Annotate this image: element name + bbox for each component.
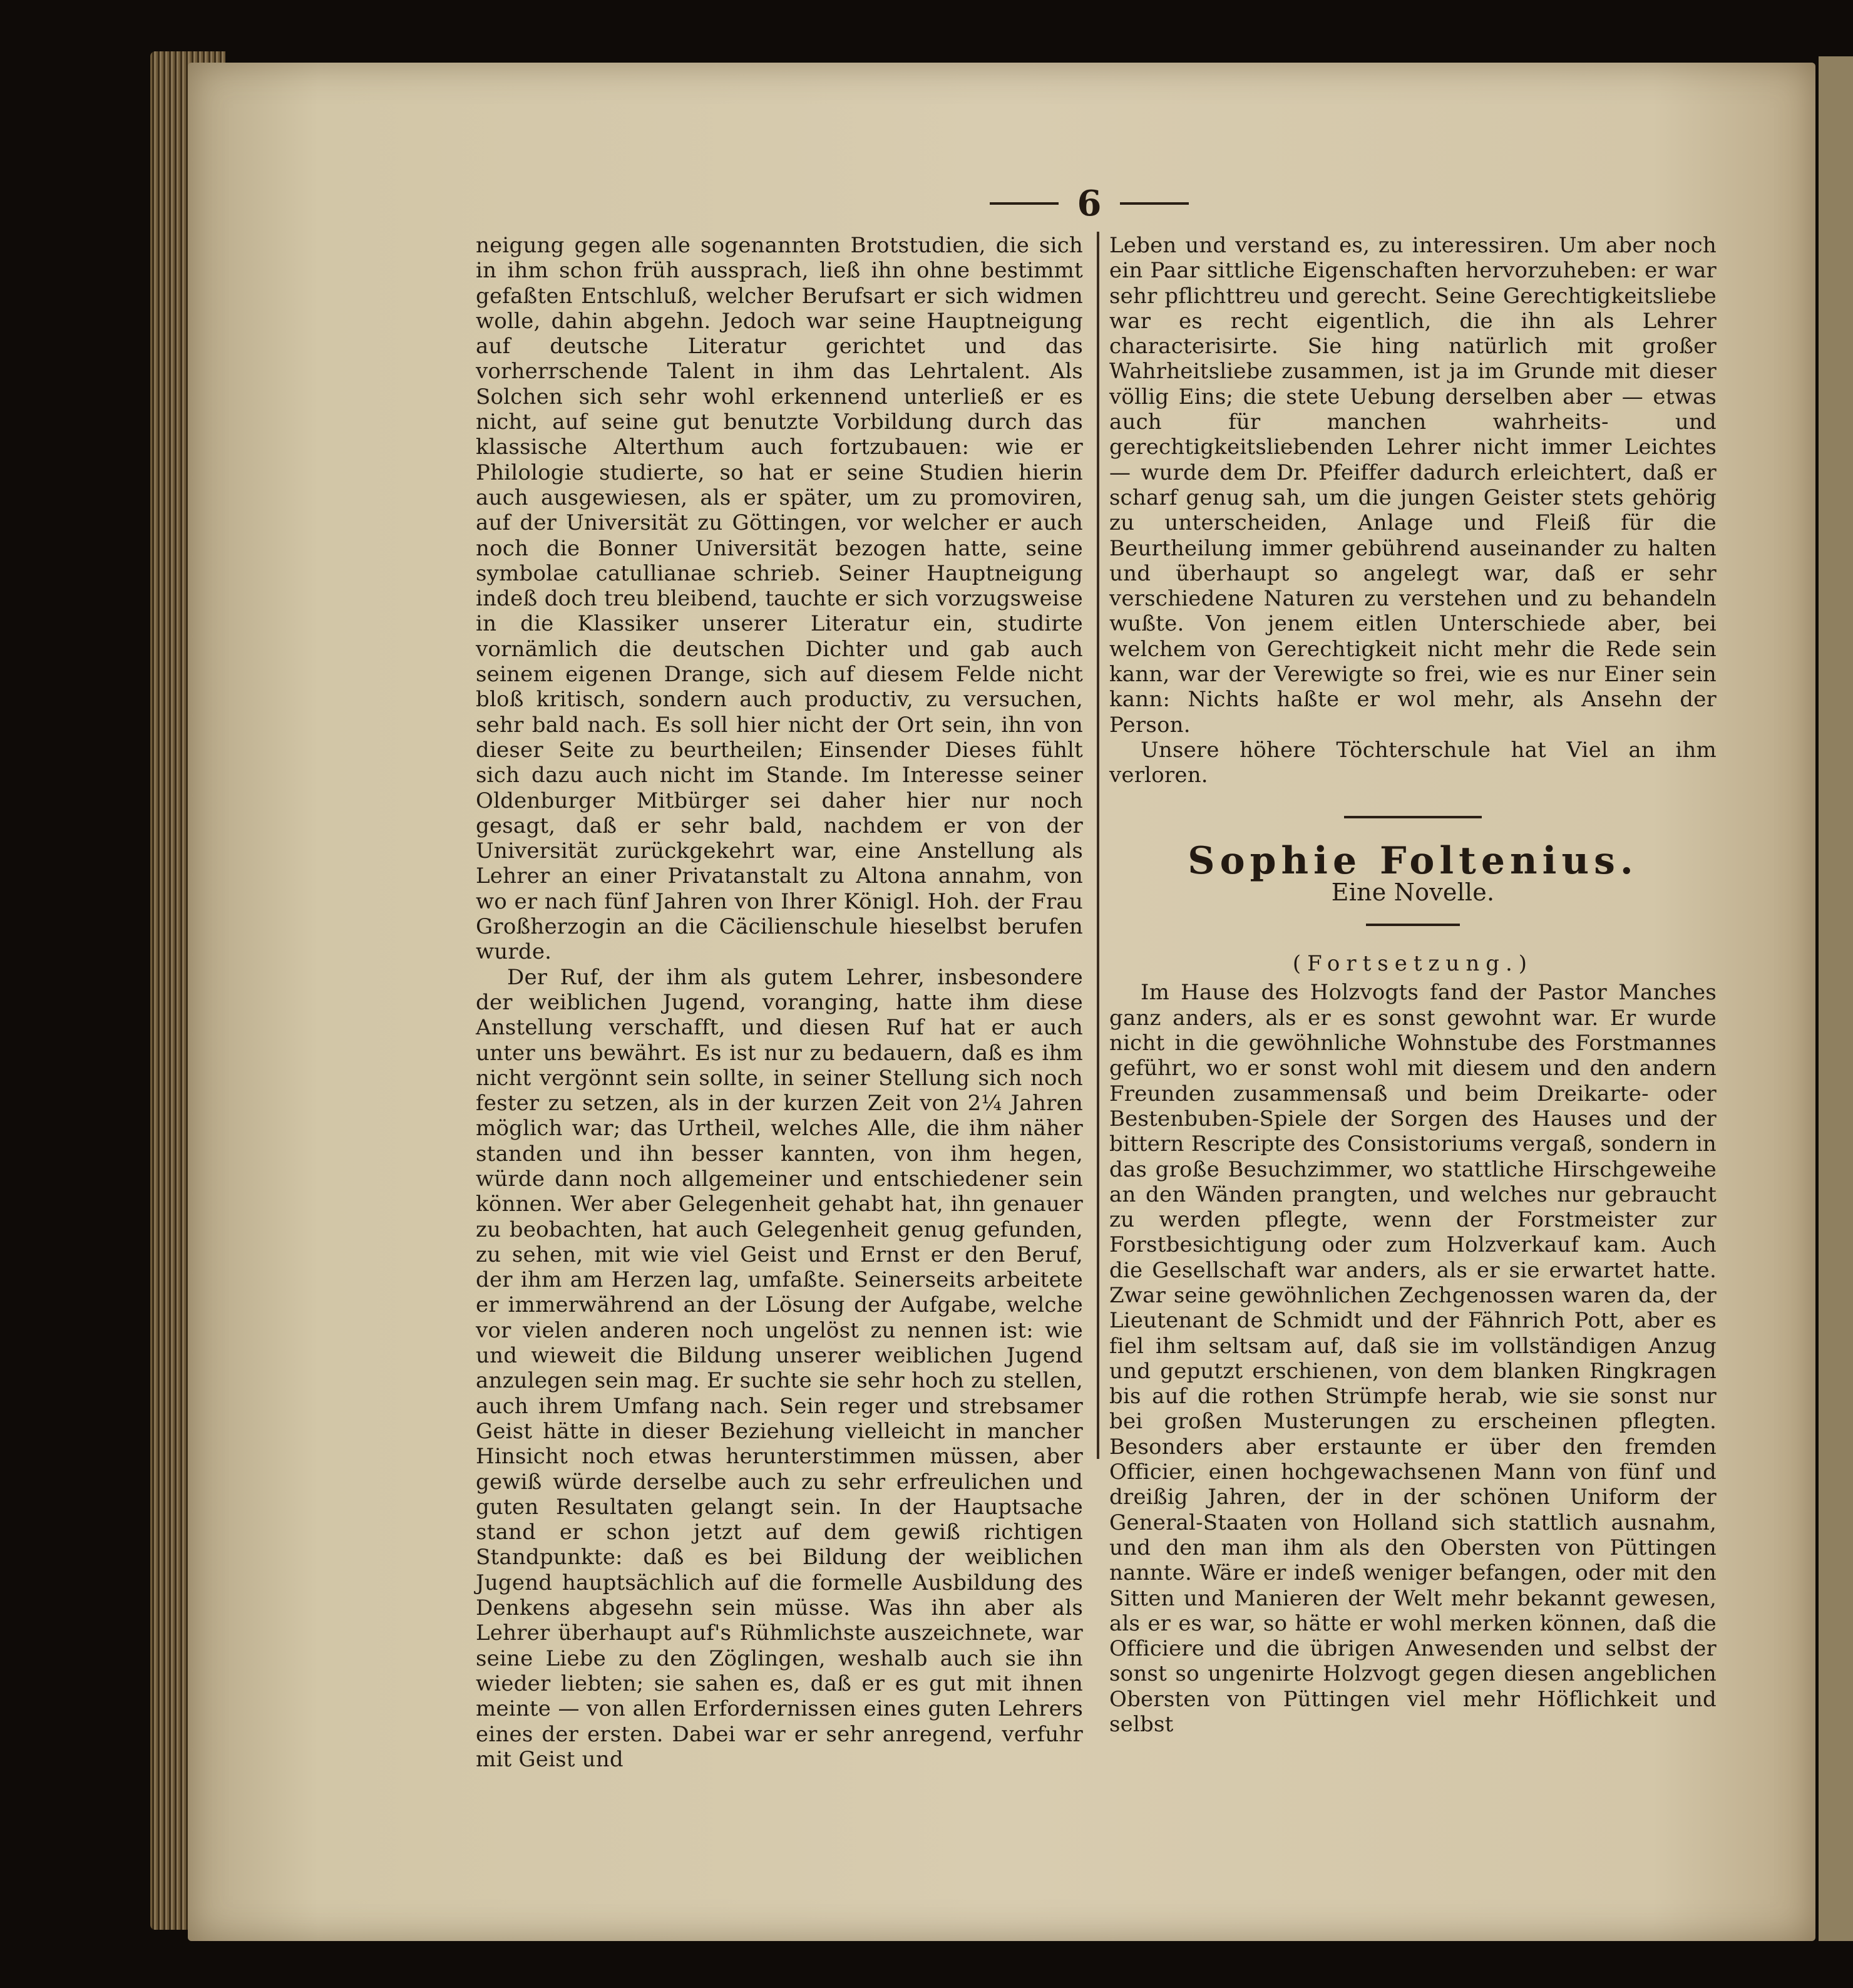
column-divider — [1097, 232, 1099, 1459]
header-rule-left — [990, 202, 1059, 205]
continuation-note: (Fortsetzung.) — [1292, 951, 1534, 977]
section-separator — [1344, 816, 1482, 818]
header-rule-right — [1120, 202, 1189, 205]
obituary-paragraph-2: Der Ruf, der ihm als gutem Lehrer, insbesondere der weiblichen Jugend, voranging, hatte ihm diese Anstellung verschafft, und diesen Ruf hat er auch unter uns bewährt. Es ist nur zu bedauern, daß es ihm nicht vergönnt sein sollte, in seiner Stellung sich noch fester zu setzen, als in der kurzen Zeit von 2¼ Jahren möglich war; das Urtheil, welches Alle, die ihm näher standen und ihn besser kannten, von ihm hegen, würde dann noch allgemeiner und entschiedener sein können. Wer aber Gelegenheit gehabt hat, ihn genauer zu beobachten, hat auch Gelegenheit genug gefunden, zu sehen, mit wie viel Geist und Ernst er den Beruf, der ihm am Herzen lag, umfaßte. Seinerseits arbeitete er immerwährend an der Lösung der Aufgabe, welche vor vielen anderen noch ungelöst zu nennen ist: wie und wieweit die Bildung unserer weiblichen Jugend anzulegen sein mag. Er suchte sie sehr hoch zu stellen, auch ihrem Umfang nach. Sein reger und strebsamer Geist hätte in dieser Beziehung vielleicht in mancher Hinsicht noch etwas herunterstimmen müssen, aber gewiß würde derselbe auch zu sehr erfreulichen und guten Resultaten gelangt sein. In der Hauptsache stand er schon jetzt auf dem gewiß richtigen Standpunkte: daß es bei Bildung der weiblichen Jugend hauptsächlich auf die formelle Ausbildung des Denkens abgesehn sein müsse. Was ihn aber als Lehrer überhaupt auf's Rühmlichste auszeichnete, war seine Liebe zu den Zöglingen, weshalb auch sie ihn wieder liebten; sie sahen es, daß er es gut mit ihnen meinte — von allen Erfordernissen eines guten Lehrers eines der ersten. Dabei war er sehr anregend, verfuhr mit Geist und — [476, 964, 1083, 1772]
story-title: Sophie Foltenius. — [1188, 838, 1638, 883]
title-separator — [1366, 924, 1460, 926]
facing-page-edge — [1819, 56, 1853, 1941]
obituary-paragraph-3: Leben und verstand es, zu interessiren. Um aber noch ein Paar sittliche Eigenschaften hervorzuheben: er war sehr pflichttreu und gerecht. Seine Gerechtigkeitsliebe war es recht eigentlich, die ihn als Lehrer characterisirte. Sie hing natürlich mit großer Wahrheitsliebe zusammen, ist ja im Grunde mit dieser völlig Eins; die stete Uebung derselben aber — etwas auch für manchen wahrheits- und gerechtigkeitsliebenden Lehrer nicht immer Leichtes — wurde dem Dr. Pfeiffer dadurch erleichtert, daß er scharf genug sah, um die jungen Geister stets gehörig zu unterscheiden, Anlage und Fleiß für die Beurtheilung immer gebührend auseinander zu halten und überhaupt so angelegt war, daß er sehr verschiedene Naturen zu verstehen und zu behandeln wußte. Von jenem eitlen Unterschiede aber, bei welchem von Gerechtigkeit nicht mehr die Rede sein kann, war der Verewigte so frei, wie es nur Einer sein kann: Nichts haßte er wol mehr, als Ansehn der Person. — [1109, 233, 1717, 738]
right-column — [1109, 233, 1717, 1737]
obituary-closing-line: Unsere höhere Töchterschule hat Viel an ihm verloren. — [1109, 737, 1717, 788]
story-subtitle: Eine Novelle. — [1331, 878, 1495, 906]
page-header — [964, 182, 1214, 225]
page-number: 6 — [1077, 183, 1102, 224]
story-paragraph-1: Im Hause des Holzvogts fand der Pastor Manches ganz anders, als er es sonst gewohnt war. Er wurde nicht in die gewöhnliche Wohnstube des Forstmannes geführt, wo er sonst wohl mit diesem und den andern Freunden zusammensaß und beim Dreikarte- oder Bestenbuben-Spiele der Sorgen des Hauses und der bittern Rescripte des Consistoriums vergaß, sondern in das große Besuchzimmer, wo stattliche Hirschgeweihe an den Wänden prangten, und welches nur gebraucht zu werden pflegte, wenn der Forstmeister zur Forstbesichtigung oder zum Holzverkauf kam. Auch die Gesellschaft war anders, als er sie erwartet hatte. Zwar seine gewöhnlichen Zechgenossen waren da, der Lieutenant de Schmidt und der Fähnrich Pott, aber es fiel ihm seltsam auf, daß sie im vollständigen Anzug und geputzt erschienen, von dem blanken Ringkragen bis auf die rothen Strümpfe herab, wie sie sonst nur bei großen Musterungen zu erscheinen pflegten. Besonders aber erstaunte er über den fremden Officier, einen hochgewachsenen Mann von fünf und dreißig Jahren, der in der schönen Uniform der General-Staaten von Holland sich stattlich ausnahm, und den man ihm als den Obersten von Püttingen nannte. Wäre er indeß weniger befangen, oder mit den Sitten und Manieren der Welt mehr bekannt gewesen, als er es war, so hätte er wohl merken können, daß die Officiere und die übrigen Anwesenden und selbst der sonst so ungenirte Holzvogt gegen diesen angeblichen Obersten von Püttingen viel mehr Höflichkeit und selbst — [1109, 980, 1717, 1738]
left-column — [476, 233, 1083, 1772]
obituary-paragraph-1: neigung gegen alle sogenannten Brotstudien, die sich in ihm schon früh aussprach, ließ ihn ohne bestimmt gefaßten Entschluß, welcher Berufsart er sich widmen wolle, dahin abgehn. Jedoch war seine Hauptneigung auf deutsche Literatur gerichtet und das vorherrschende Talent in ihm das Lehrtalent. Als Solchen sich sehr wohl erkennend unterließ er es nicht, auf seine gut benutzte Vorbildung durch das klassische Alterthum auch fortzubauen: wie er Philologie studierte, so hat er seine Studien hierin auch ausgewiesen, als er später, um zu promoviren, auf der Universität zu Göttingen, vor welcher er auch noch die Bonner Universität bezogen hatte, seine symbolae catullianae schrieb. Seiner Hauptneigung indeß doch treu bleibend, tauchte er sich vorzugsweise in die Klassiker unserer Literatur ein, studirte vornämlich die deutschen Dichter und gab auch seinem eigenen Drange, sich auf diesem Felde nicht bloß kritisch, sondern auch productiv, zu versuchen, sehr bald nach. Es soll hier nicht der Ort sein, ihn von dieser Seite zu beurtheilen; Einsender Dieses fühlt sich dazu auch nicht im Stande. Im Interesse seiner Oldenburger Mitbürger sei daher hier nur noch gesagt, daß er sehr bald, nachdem er von der Universität zurückgekehrt war, eine Anstellung als Lehrer an einer Privatanstalt zu Altona annahm, von wo er nach fünf Jahren von Ihrer Königl. Hoh. der Frau Großherzogin an die Cäcilienschule hieselbst berufen wurde. — [476, 233, 1083, 965]
